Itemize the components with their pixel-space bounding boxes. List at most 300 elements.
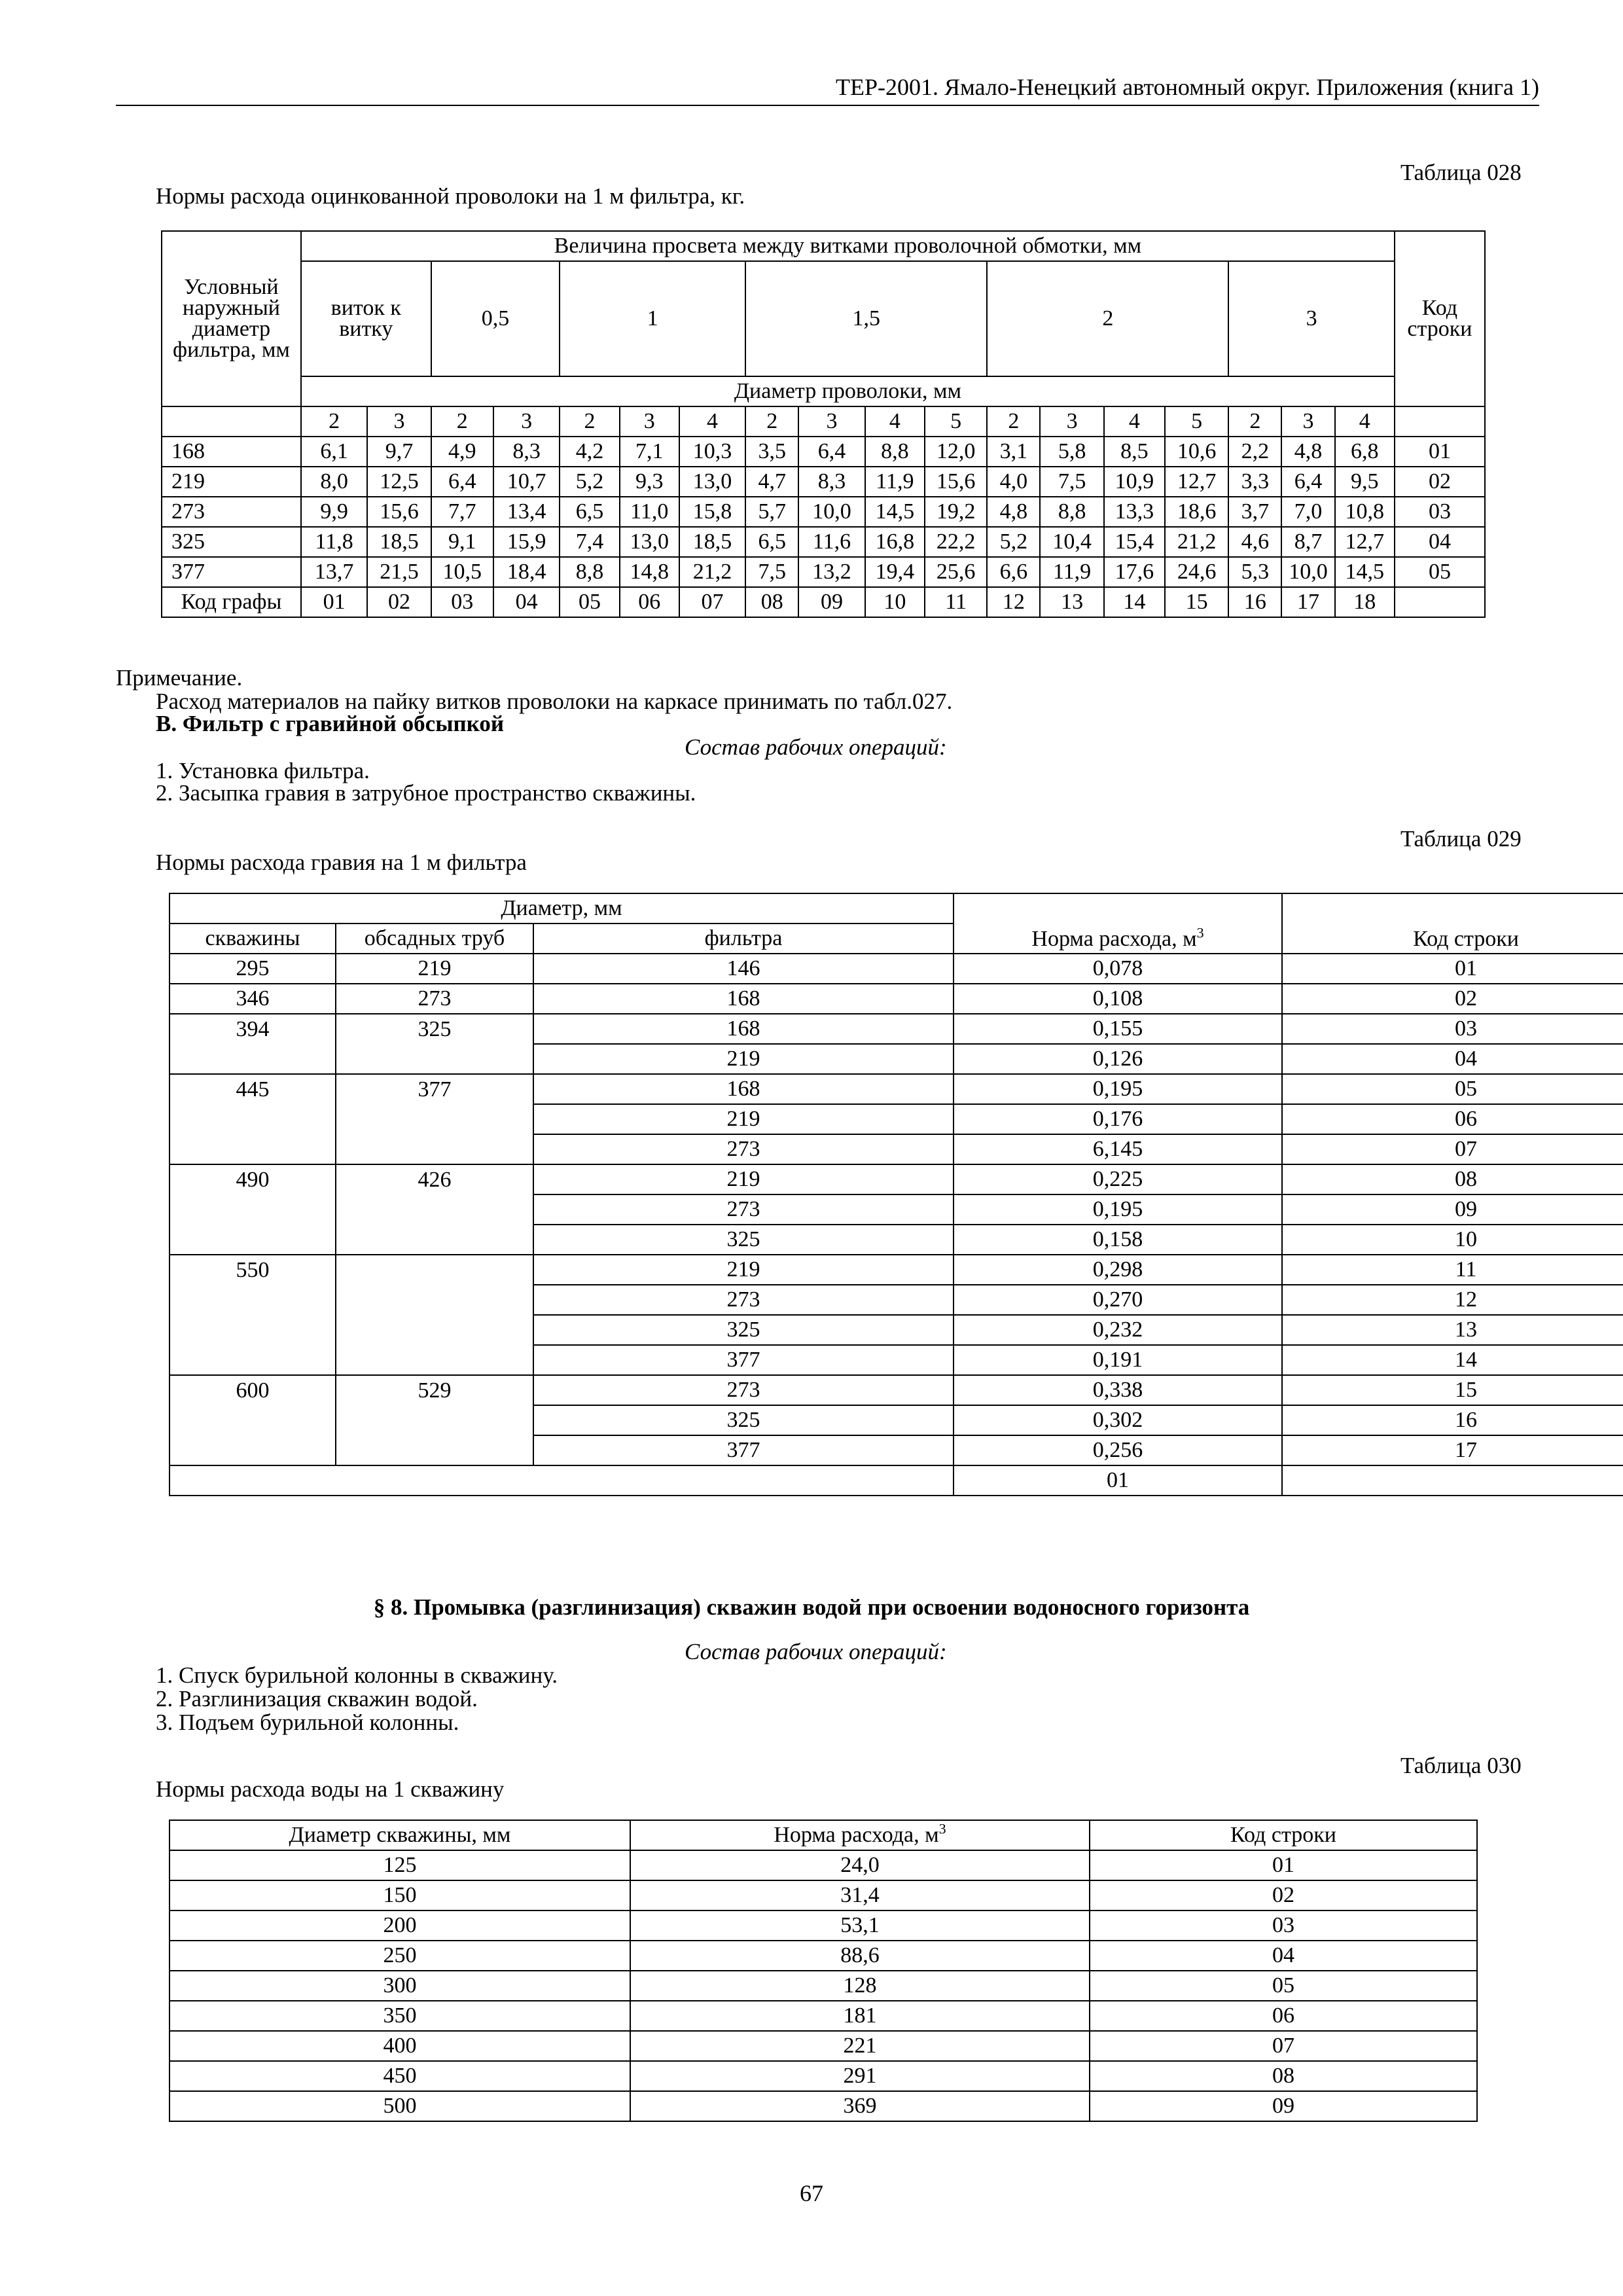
running-header: ТЕР-2001. Ямало-Ненецкий автономный округ. Приложения (книга 1): [836, 74, 1539, 100]
table-row: [169, 1315, 1623, 1345]
t28-diameter: 377: [162, 557, 301, 587]
t29-casing: [336, 1315, 533, 1345]
note-head: Примечание.: [116, 665, 243, 691]
table-row: [169, 2061, 1477, 2091]
t29-filter: 146: [533, 954, 954, 984]
t28-wire-diameter: 5: [1165, 406, 1228, 437]
t29-filter: 273: [533, 1134, 954, 1164]
t28-value: 19,2: [925, 497, 987, 527]
t29-casing: 426: [336, 1164, 533, 1194]
t29-header-casing: обсадных труб: [336, 924, 533, 954]
t29-filter: 325: [533, 1225, 954, 1255]
t28-value: 3,5: [745, 437, 798, 467]
t28-wire-diameter: 5: [925, 406, 987, 437]
t30-code: 06: [1090, 2001, 1477, 2031]
t28-graph-code: 17: [1281, 587, 1334, 617]
t28-row-code: 05: [1395, 557, 1485, 587]
t29-code: 03: [1282, 1014, 1623, 1044]
t28-value: 14,5: [1335, 557, 1395, 587]
t28-value: 12,0: [925, 437, 987, 467]
section-b-title: В. Фильтр с гравийной обсыпкой: [156, 711, 505, 736]
t29-well: [169, 1315, 336, 1345]
t29-casing: 273: [336, 984, 533, 1014]
t28-wire-diameter: 2: [1228, 406, 1281, 437]
t28-value: 13,7: [301, 557, 367, 587]
t30-diameter: 200: [169, 1910, 630, 1941]
t28-wire-diameter: 3: [1281, 406, 1334, 437]
t28-wire-diameter: 4: [679, 406, 745, 437]
t28-value: 9,1: [431, 527, 493, 557]
t28-graph-code: 18: [1335, 587, 1395, 617]
t28-wire-diameter: 3: [1040, 406, 1103, 437]
table-row: [169, 1880, 1477, 1910]
t30-norm: 128: [630, 1971, 1090, 2001]
t28-wire-diameter: 2: [745, 406, 798, 437]
t29-norm: 0,155: [954, 1014, 1282, 1044]
t28-value: 9,9: [301, 497, 367, 527]
t28-graph-code: 03: [431, 587, 493, 617]
t28-graph-code: 16: [1228, 587, 1281, 617]
t28-value: 8,8: [560, 557, 619, 587]
t28-gap-0-5: 0,5: [431, 261, 560, 376]
t28-value: 12,7: [1165, 467, 1228, 497]
table-row: [169, 1194, 1623, 1225]
section-8-op-2: 2. Разглинизация скважин водой.: [156, 1686, 478, 1712]
t29-casing: 219: [336, 954, 533, 984]
t30-diameter: 150: [169, 1880, 630, 1910]
t30-code: 09: [1090, 2091, 1477, 2121]
header-rule: [116, 105, 1539, 106]
t29-code: 08: [1282, 1164, 1623, 1194]
t29-well: [169, 1225, 336, 1255]
t29-filter: 273: [533, 1194, 954, 1225]
t28-value: 12,5: [367, 467, 431, 497]
table-028-label: Таблица 028: [1400, 160, 1522, 185]
t28-value: 5,2: [560, 467, 619, 497]
t30-diameter: 125: [169, 1850, 630, 1880]
t28-value: 7,5: [1040, 467, 1103, 497]
t29-filter: 219: [533, 1104, 954, 1134]
t29-filter: 219: [533, 1255, 954, 1285]
t28-value: 14,8: [620, 557, 679, 587]
t29-code: 12: [1282, 1285, 1623, 1315]
t30-norm: 88,6: [630, 1941, 1090, 1971]
t28-wire-diameter: 2: [560, 406, 619, 437]
t28-graph-code: 07: [679, 587, 745, 617]
t28-graph-label: Код графы: [162, 587, 301, 617]
t28-value: 7,0: [1281, 497, 1334, 527]
t29-casing: [336, 1104, 533, 1134]
t29-header-well: скважины: [169, 924, 336, 954]
t28-value: 8,5: [1104, 437, 1165, 467]
t28-value: 21,2: [679, 557, 745, 587]
table-row: [169, 1941, 1477, 1971]
t28-value: 18,5: [367, 527, 431, 557]
table-row: [169, 2091, 1477, 2121]
t29-well: 346: [169, 984, 336, 1014]
t29-well: 394: [169, 1014, 336, 1044]
t28-wire-blank: [162, 406, 301, 437]
t29-footer-blank: [169, 1465, 954, 1496]
t28-wire-code-blank: [1395, 406, 1485, 437]
t28-graph-code: 11: [925, 587, 987, 617]
t28-value: 11,8: [301, 527, 367, 557]
t28-value: 10,0: [798, 497, 865, 527]
t28-header-wire: Диаметр проволоки, мм: [301, 376, 1395, 406]
t28-graph-code: 13: [1040, 587, 1103, 617]
t28-value: 5,8: [1040, 437, 1103, 467]
t29-well: [169, 1285, 336, 1315]
t28-value: 16,8: [865, 527, 925, 557]
table-row: [169, 1435, 1623, 1465]
t28-value: 15,9: [493, 527, 560, 557]
t29-casing: [336, 1134, 533, 1164]
table-row: [169, 954, 1623, 984]
t29-code: 17: [1282, 1435, 1623, 1465]
t28-graph-code: 04: [493, 587, 560, 617]
note-text: Расход материалов на пайку витков проволоки на каркасе принимать по табл.027.: [156, 689, 953, 714]
t29-filter: 325: [533, 1315, 954, 1345]
table-row: [169, 1134, 1623, 1164]
t29-header-filter: фильтра: [533, 924, 954, 954]
t30-diameter: 250: [169, 1941, 630, 1971]
t29-well: [169, 1134, 336, 1164]
t28-value: 21,5: [367, 557, 431, 587]
table-row: [169, 1345, 1623, 1375]
t30-norm: 31,4: [630, 1880, 1090, 1910]
t28-value: 4,9: [431, 437, 493, 467]
t29-well: [169, 1194, 336, 1225]
t28-gap-turn: виток к витку: [301, 261, 431, 376]
section-8-op-3: 3. Подъем бурильной колонны.: [156, 1710, 459, 1735]
t28-row-code: 02: [1395, 467, 1485, 497]
t28-value: 17,6: [1104, 557, 1165, 587]
t28-gap-3: 3: [1228, 261, 1395, 376]
t29-casing: 529: [336, 1375, 533, 1405]
t29-code: 13: [1282, 1315, 1623, 1345]
t29-well: 550: [169, 1255, 336, 1285]
t28-gap-2: 2: [987, 261, 1228, 376]
table-row: [169, 984, 1623, 1014]
t29-filter: 168: [533, 1074, 954, 1104]
t28-graph-code: 15: [1165, 587, 1228, 617]
t28-value: 22,2: [925, 527, 987, 557]
t28-value: 8,3: [798, 467, 865, 497]
t28-value: 18,5: [679, 527, 745, 557]
t28-graph-code: 01: [301, 587, 367, 617]
t30-diameter: 450: [169, 2061, 630, 2091]
t28-value: 6,8: [1335, 437, 1395, 467]
t28-gap-1-5: 1,5: [745, 261, 987, 376]
t28-value: 9,3: [620, 467, 679, 497]
t28-value: 10,7: [493, 467, 560, 497]
t28-graph-code: 10: [865, 587, 925, 617]
t28-value: 3,1: [987, 437, 1040, 467]
table-row: [169, 2001, 1477, 2031]
table-row: [162, 557, 1485, 587]
t28-value: 4,0: [987, 467, 1040, 497]
t28-value: 13,3: [1104, 497, 1165, 527]
t28-value: 21,2: [1165, 527, 1228, 557]
t28-wire-diameter: 3: [493, 406, 560, 437]
t28-value: 13,0: [620, 527, 679, 557]
t28-header-diameter: Условный наружный диаметр фильтра, мм: [162, 231, 301, 406]
t29-norm: 0,195: [954, 1074, 1282, 1104]
table-028: [161, 230, 1486, 618]
t29-filter: 273: [533, 1375, 954, 1405]
t29-code: 06: [1282, 1104, 1623, 1134]
table-030-label: Таблица 030: [1400, 1753, 1522, 1778]
section-8-title: § 8. Промывка (разглинизация) скважин водой при освоении водоносного горизонта: [373, 1594, 1250, 1620]
t29-code: 02: [1282, 984, 1623, 1014]
table-row: [169, 1255, 1623, 1285]
t28-graph-code: 05: [560, 587, 619, 617]
t29-code: 15: [1282, 1375, 1623, 1405]
t28-value: 7,5: [745, 557, 798, 587]
t29-well: [169, 1435, 336, 1465]
t29-filter: 325: [533, 1405, 954, 1435]
t30-norm: 221: [630, 2031, 1090, 2061]
section-8-ops-heading: Состав рабочих операций:: [685, 1639, 947, 1664]
table-030: [169, 1820, 1478, 2122]
t28-graph-code: 02: [367, 587, 431, 617]
t28-value: 19,4: [865, 557, 925, 587]
t28-value: 11,9: [865, 467, 925, 497]
t29-filter: 219: [533, 1044, 954, 1074]
t29-well: [169, 1044, 336, 1074]
t28-value: 11,6: [798, 527, 865, 557]
t29-norm: 0,302: [954, 1405, 1282, 1435]
table-row: [169, 2031, 1477, 2061]
t29-norm: 0,270: [954, 1285, 1282, 1315]
t28-graph-row: [162, 587, 1485, 617]
t30-code: 01: [1090, 1850, 1477, 1880]
t28-wire-diameter: 4: [1335, 406, 1395, 437]
table-row: [169, 1405, 1623, 1435]
table-row: [169, 1104, 1623, 1134]
table-row: [169, 1285, 1623, 1315]
t28-value: 11,0: [620, 497, 679, 527]
t28-value: 7,4: [560, 527, 619, 557]
t28-graph-code: 08: [745, 587, 798, 617]
t29-casing: [336, 1255, 533, 1285]
t28-value: 3,3: [1228, 467, 1281, 497]
t28-row-code: 01: [1395, 437, 1485, 467]
t29-well: [169, 1405, 336, 1435]
t28-value: 6,6: [987, 557, 1040, 587]
t30-code: 03: [1090, 1910, 1477, 1941]
t28-row-code: 03: [1395, 497, 1485, 527]
t28-wire-diameter: 2: [301, 406, 367, 437]
t28-graph-code: 06: [620, 587, 679, 617]
t29-norm: 0,176: [954, 1104, 1282, 1134]
t29-casing: [336, 1435, 533, 1465]
t28-value: 24,6: [1165, 557, 1228, 587]
t29-well: 295: [169, 954, 336, 984]
t28-value: 8,0: [301, 467, 367, 497]
t29-footer-value: 01: [954, 1465, 1282, 1496]
table-row: [162, 497, 1485, 527]
t28-value: 5,2: [987, 527, 1040, 557]
t28-value: 15,8: [679, 497, 745, 527]
t30-code: 07: [1090, 2031, 1477, 2061]
t29-norm: 6,145: [954, 1134, 1282, 1164]
table-030-title: Нормы расхода воды на 1 скважину: [156, 1776, 505, 1802]
t28-value: 8,7: [1281, 527, 1334, 557]
t30-norm: 181: [630, 2001, 1090, 2031]
t30-norm: 369: [630, 2091, 1090, 2121]
t29-norm: 0,126: [954, 1044, 1282, 1074]
t28-value: 13,4: [493, 497, 560, 527]
table-028-title: Нормы расхода оцинкованной проволоки на 1 м фильтра, кг.: [156, 183, 745, 209]
t28-header-code: Код строки: [1395, 231, 1485, 406]
t29-well: 490: [169, 1164, 336, 1194]
t28-value: 7,1: [620, 437, 679, 467]
section-b-ops-heading: Состав рабочих операций:: [685, 734, 947, 760]
t28-wire-diameter: 3: [620, 406, 679, 437]
t28-value: 4,8: [1281, 437, 1334, 467]
t28-wire-diameter: 2: [987, 406, 1040, 437]
t30-norm: 24,0: [630, 1850, 1090, 1880]
section-b-op-1: 1. Установка фильтра.: [156, 758, 370, 783]
t28-graph-code-blank: [1395, 587, 1485, 617]
t28-diameter: 273: [162, 497, 301, 527]
t29-norm: 0,158: [954, 1225, 1282, 1255]
t29-code: 09: [1282, 1194, 1623, 1225]
t29-norm: 0,108: [954, 984, 1282, 1014]
t30-code: 04: [1090, 1941, 1477, 1971]
t28-value: 4,7: [745, 467, 798, 497]
t28-graph-code: 09: [798, 587, 865, 617]
t29-norm: 0,232: [954, 1315, 1282, 1345]
table-row: [162, 437, 1485, 467]
t29-casing: [336, 1044, 533, 1074]
t29-header-code: Код строки: [1282, 893, 1623, 954]
table-row: [169, 1910, 1477, 1941]
t28-value: 8,8: [865, 437, 925, 467]
t28-value: 10,4: [1040, 527, 1103, 557]
section-b-op-2: 2. Засыпка гравия в затрубное пространство скважины.: [156, 780, 696, 806]
t29-code: 11: [1282, 1255, 1623, 1285]
table-row: [162, 527, 1485, 557]
t29-filter: 273: [533, 1285, 954, 1315]
t29-norm: 0,298: [954, 1255, 1282, 1285]
t29-casing: 377: [336, 1074, 533, 1104]
t29-norm: 0,078: [954, 954, 1282, 984]
t30-code: 08: [1090, 2061, 1477, 2091]
t29-well: [169, 1104, 336, 1134]
t30-norm: 53,1: [630, 1910, 1090, 1941]
t29-code: 05: [1282, 1074, 1623, 1104]
t28-wire-diameter: 3: [798, 406, 865, 437]
t29-well: 445: [169, 1074, 336, 1104]
t28-wire-diameter: 3: [367, 406, 431, 437]
t28-graph-code: 14: [1104, 587, 1165, 617]
t30-diameter: 500: [169, 2091, 630, 2121]
t28-wire-row: [162, 406, 1485, 437]
table-row: [169, 1074, 1623, 1104]
t29-casing: [336, 1285, 533, 1315]
t29-code: 07: [1282, 1134, 1623, 1164]
table-row: [169, 1225, 1623, 1255]
t29-casing: [336, 1345, 533, 1375]
t28-graph-code: 12: [987, 587, 1040, 617]
t28-value: 4,6: [1228, 527, 1281, 557]
t28-value: 10,5: [431, 557, 493, 587]
t29-code: 01: [1282, 954, 1623, 984]
t29-code: 10: [1282, 1225, 1623, 1255]
t28-value: 5,7: [745, 497, 798, 527]
t29-norm: 0,256: [954, 1435, 1282, 1465]
t29-filter: 377: [533, 1345, 954, 1375]
table-029-label: Таблица 029: [1400, 826, 1522, 852]
t29-header-norm: Норма расхода, $м^3$: [954, 893, 1282, 954]
t29-filter: 377: [533, 1435, 954, 1465]
t29-header-diameter: Диаметр, мм: [169, 893, 954, 924]
table-029: [169, 893, 1623, 1496]
t29-filter: 219: [533, 1164, 954, 1194]
t28-value: 18,6: [1165, 497, 1228, 527]
t29-norm: 0,225: [954, 1164, 1282, 1194]
t28-diameter: 219: [162, 467, 301, 497]
t28-value: 6,4: [1281, 467, 1334, 497]
t28-row-code: 04: [1395, 527, 1485, 557]
t29-casing: 325: [336, 1014, 533, 1044]
t28-value: 2,2: [1228, 437, 1281, 467]
t28-value: 10,9: [1104, 467, 1165, 497]
t28-value: 13,2: [798, 557, 865, 587]
t28-value: 15,6: [367, 497, 431, 527]
t28-diameter: 168: [162, 437, 301, 467]
t28-value: 10,8: [1335, 497, 1395, 527]
t29-well: [169, 1345, 336, 1375]
table-row: [169, 1014, 1623, 1044]
table-029-title: Нормы расхода гравия на 1 м фильтра: [156, 850, 527, 875]
t30-diameter: 400: [169, 2031, 630, 2061]
t28-value: 25,6: [925, 557, 987, 587]
t28-value: 6,4: [798, 437, 865, 467]
t30-header-diameter: Диаметр скважины, мм: [169, 1820, 630, 1850]
t28-value: 8,3: [493, 437, 560, 467]
t28-value: 18,4: [493, 557, 560, 587]
t28-value: 6,5: [745, 527, 798, 557]
table-row: [169, 1850, 1477, 1880]
t29-code: 14: [1282, 1345, 1623, 1375]
section-8-op-1: 1. Спуск бурильной колонны в скважину.: [156, 1662, 558, 1688]
t28-diameter: 325: [162, 527, 301, 557]
t29-footer-code: [1282, 1465, 1623, 1496]
t30-diameter: 300: [169, 1971, 630, 2001]
t28-header-gap: Величина просвета между витками проволочной обмотки, мм: [301, 231, 1395, 261]
t30-norm: 291: [630, 2061, 1090, 2091]
t29-casing: [336, 1225, 533, 1255]
t28-value: 6,1: [301, 437, 367, 467]
page-number: 67: [800, 2180, 823, 2206]
table-row: [169, 1044, 1623, 1074]
t28-value: 9,7: [367, 437, 431, 467]
t30-diameter: 350: [169, 2001, 630, 2031]
t29-filter: 168: [533, 1014, 954, 1044]
t28-value: 4,2: [560, 437, 619, 467]
t28-value: 10,6: [1165, 437, 1228, 467]
t28-value: 4,8: [987, 497, 1040, 527]
t28-wire-diameter: 4: [865, 406, 925, 437]
t28-value: 6,5: [560, 497, 619, 527]
t28-value: 6,4: [431, 467, 493, 497]
t28-gap-1: 1: [560, 261, 745, 376]
t29-norm: 0,191: [954, 1345, 1282, 1375]
t28-value: 7,7: [431, 497, 493, 527]
